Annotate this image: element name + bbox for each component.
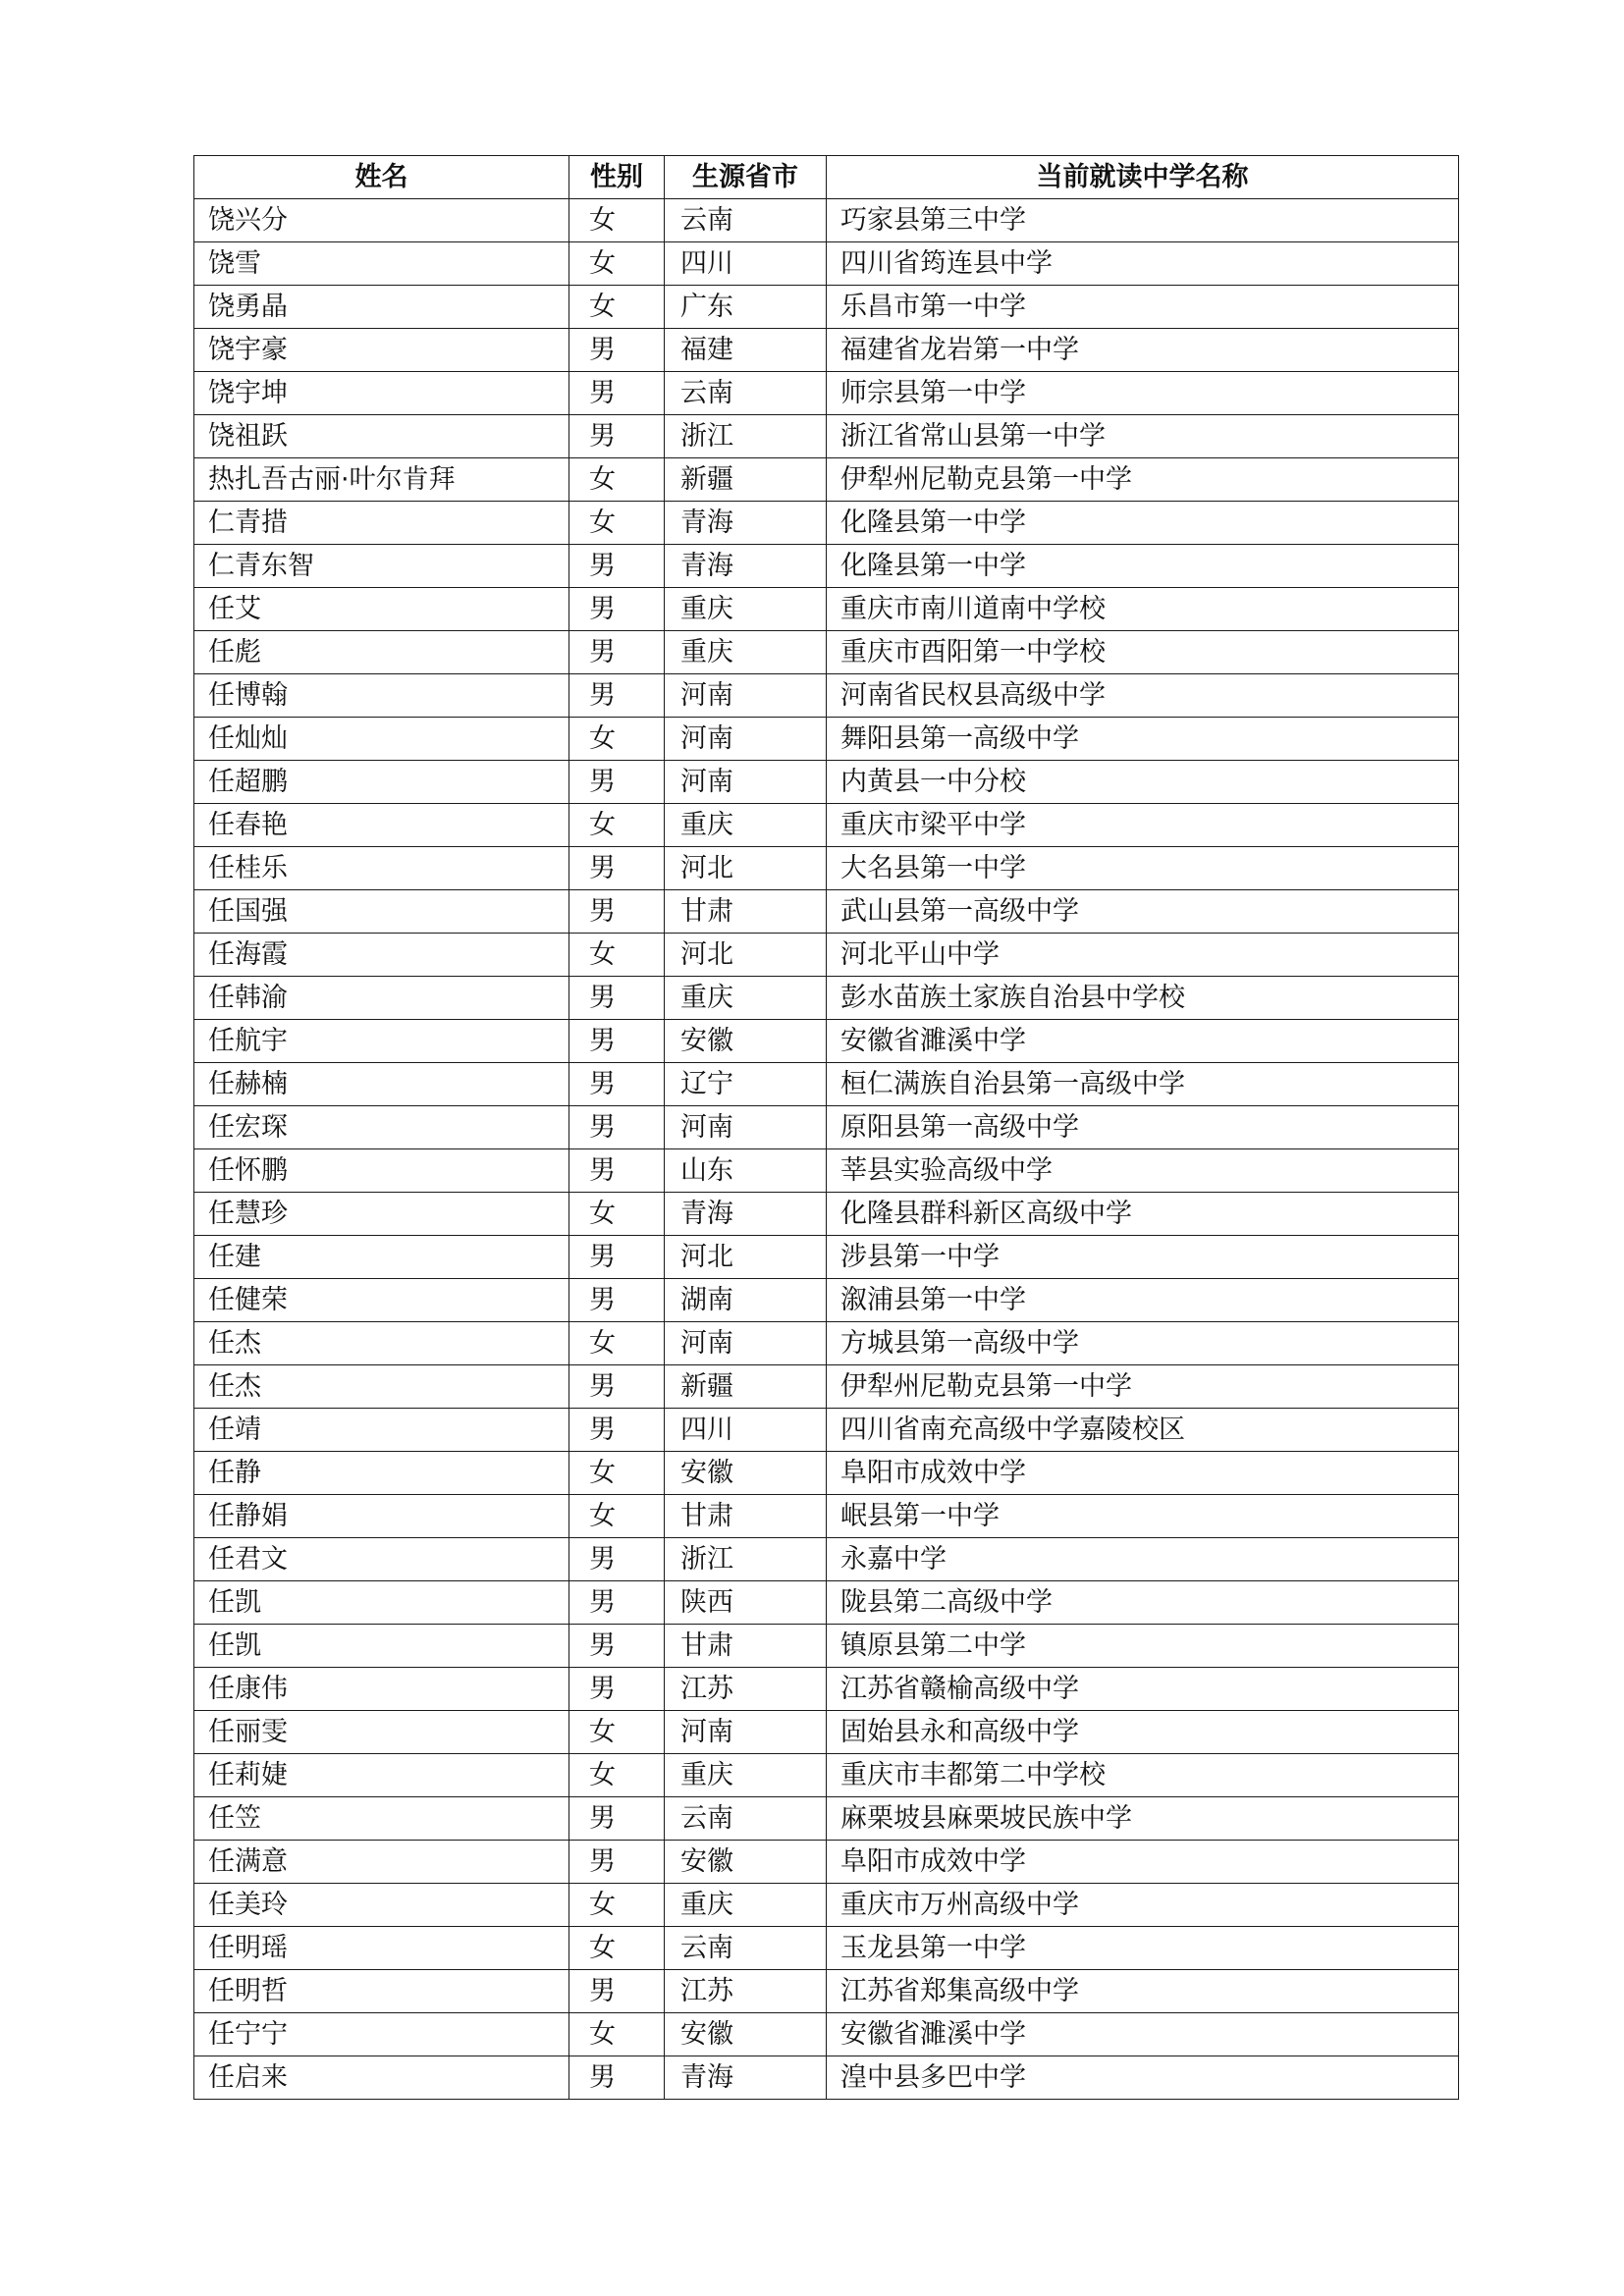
header-school: 当前就读中学名称 bbox=[827, 156, 1459, 199]
cell-gender: 男 bbox=[569, 977, 665, 1020]
cell-name: 热扎吾古丽·叶尔肯拜 bbox=[194, 458, 569, 502]
cell-province: 云南 bbox=[665, 1797, 827, 1841]
cell-gender: 女 bbox=[569, 718, 665, 761]
cell-province: 湖南 bbox=[665, 1279, 827, 1322]
cell-name: 任杰 bbox=[194, 1322, 569, 1365]
table-row bbox=[194, 847, 1459, 890]
cell-school: 安徽省濉溪中学 bbox=[827, 1020, 1459, 1063]
cell-name: 任赫楠 bbox=[194, 1063, 569, 1106]
cell-school: 陇县第二高级中学 bbox=[827, 1581, 1459, 1625]
cell-name: 饶祖跃 bbox=[194, 415, 569, 458]
cell-gender: 男 bbox=[569, 545, 665, 588]
cell-gender: 男 bbox=[569, 1063, 665, 1106]
table-row bbox=[194, 458, 1459, 502]
cell-gender: 男 bbox=[569, 1149, 665, 1193]
cell-school: 阜阳市成效中学 bbox=[827, 1452, 1459, 1495]
table-row bbox=[194, 1495, 1459, 1538]
cell-gender: 女 bbox=[569, 2013, 665, 2056]
cell-name: 任康伟 bbox=[194, 1668, 569, 1711]
cell-school: 河南省民权县高级中学 bbox=[827, 674, 1459, 718]
cell-name: 任慧珍 bbox=[194, 1193, 569, 1236]
cell-gender: 女 bbox=[569, 1452, 665, 1495]
cell-name: 任宏琛 bbox=[194, 1106, 569, 1149]
cell-name: 任韩渝 bbox=[194, 977, 569, 1020]
cell-province: 四川 bbox=[665, 1409, 827, 1452]
cell-province: 江苏 bbox=[665, 1668, 827, 1711]
cell-name: 任静娟 bbox=[194, 1495, 569, 1538]
table-row bbox=[194, 761, 1459, 804]
cell-school: 巧家县第三中学 bbox=[827, 199, 1459, 242]
cell-gender: 男 bbox=[569, 1538, 665, 1581]
table-row bbox=[194, 1409, 1459, 1452]
cell-province: 福建 bbox=[665, 329, 827, 372]
table-row bbox=[194, 1538, 1459, 1581]
cell-school: 武山县第一高级中学 bbox=[827, 890, 1459, 934]
table-row bbox=[194, 2013, 1459, 2056]
table-row bbox=[194, 2056, 1459, 2100]
cell-province: 青海 bbox=[665, 502, 827, 545]
table-row bbox=[194, 1970, 1459, 2013]
cell-name: 任凯 bbox=[194, 1581, 569, 1625]
cell-gender: 男 bbox=[569, 631, 665, 674]
cell-school: 岷县第一中学 bbox=[827, 1495, 1459, 1538]
cell-gender: 女 bbox=[569, 286, 665, 329]
table-row bbox=[194, 934, 1459, 977]
cell-province: 甘肃 bbox=[665, 1625, 827, 1668]
cell-province: 重庆 bbox=[665, 588, 827, 631]
cell-gender: 女 bbox=[569, 242, 665, 286]
cell-province: 安徽 bbox=[665, 1841, 827, 1884]
table-row bbox=[194, 1149, 1459, 1193]
cell-name: 任超鹏 bbox=[194, 761, 569, 804]
cell-name: 任明瑶 bbox=[194, 1927, 569, 1970]
cell-school: 重庆市丰都第二中学校 bbox=[827, 1754, 1459, 1797]
cell-school: 玉龙县第一中学 bbox=[827, 1927, 1459, 1970]
cell-school: 固始县永和高级中学 bbox=[827, 1711, 1459, 1754]
cell-province: 重庆 bbox=[665, 631, 827, 674]
cell-school: 永嘉中学 bbox=[827, 1538, 1459, 1581]
cell-name: 任建 bbox=[194, 1236, 569, 1279]
table-row bbox=[194, 1884, 1459, 1927]
cell-name: 任美玲 bbox=[194, 1884, 569, 1927]
table-row bbox=[194, 1581, 1459, 1625]
cell-school: 四川省筠连县中学 bbox=[827, 242, 1459, 286]
cell-school: 重庆市酉阳第一中学校 bbox=[827, 631, 1459, 674]
cell-gender: 男 bbox=[569, 761, 665, 804]
table-row bbox=[194, 286, 1459, 329]
cell-gender: 男 bbox=[569, 1625, 665, 1668]
cell-province: 青海 bbox=[665, 1193, 827, 1236]
table-row bbox=[194, 631, 1459, 674]
cell-gender: 男 bbox=[569, 1236, 665, 1279]
cell-name: 任灿灿 bbox=[194, 718, 569, 761]
cell-school: 浙江省常山县第一中学 bbox=[827, 415, 1459, 458]
cell-province: 河南 bbox=[665, 1711, 827, 1754]
cell-name: 任杰 bbox=[194, 1365, 569, 1409]
cell-name: 饶宇豪 bbox=[194, 329, 569, 372]
cell-name: 任丽雯 bbox=[194, 1711, 569, 1754]
cell-name: 任国强 bbox=[194, 890, 569, 934]
cell-gender: 男 bbox=[569, 588, 665, 631]
cell-province: 新疆 bbox=[665, 458, 827, 502]
cell-province: 四川 bbox=[665, 242, 827, 286]
table-row bbox=[194, 1668, 1459, 1711]
table-row bbox=[194, 1927, 1459, 1970]
cell-province: 重庆 bbox=[665, 1884, 827, 1927]
cell-province: 重庆 bbox=[665, 977, 827, 1020]
table-row bbox=[194, 1625, 1459, 1668]
header-province: 生源省市 bbox=[665, 156, 827, 199]
cell-name: 饶兴分 bbox=[194, 199, 569, 242]
cell-gender: 女 bbox=[569, 1193, 665, 1236]
cell-gender: 男 bbox=[569, 847, 665, 890]
cell-gender: 女 bbox=[569, 1754, 665, 1797]
table-row bbox=[194, 890, 1459, 934]
cell-school: 江苏省郑集高级中学 bbox=[827, 1970, 1459, 2013]
cell-school: 麻栗坡县麻栗坡民族中学 bbox=[827, 1797, 1459, 1841]
cell-province: 河南 bbox=[665, 761, 827, 804]
table-row bbox=[194, 545, 1459, 588]
cell-gender: 男 bbox=[569, 890, 665, 934]
cell-gender: 女 bbox=[569, 934, 665, 977]
cell-province: 广东 bbox=[665, 286, 827, 329]
cell-name: 任健荣 bbox=[194, 1279, 569, 1322]
table-row bbox=[194, 1063, 1459, 1106]
header-gender: 性别 bbox=[569, 156, 665, 199]
cell-name: 任莉婕 bbox=[194, 1754, 569, 1797]
table-row bbox=[194, 804, 1459, 847]
cell-name: 任满意 bbox=[194, 1841, 569, 1884]
cell-school: 乐昌市第一中学 bbox=[827, 286, 1459, 329]
cell-province: 安徽 bbox=[665, 2013, 827, 2056]
cell-name: 任春艳 bbox=[194, 804, 569, 847]
header-row bbox=[194, 156, 1459, 199]
table-row bbox=[194, 1236, 1459, 1279]
cell-gender: 女 bbox=[569, 1927, 665, 1970]
cell-name: 任航宇 bbox=[194, 1020, 569, 1063]
cell-province: 河南 bbox=[665, 674, 827, 718]
cell-province: 河北 bbox=[665, 847, 827, 890]
cell-school: 伊犁州尼勒克县第一中学 bbox=[827, 1365, 1459, 1409]
cell-province: 辽宁 bbox=[665, 1063, 827, 1106]
cell-gender: 女 bbox=[569, 458, 665, 502]
table-row bbox=[194, 415, 1459, 458]
cell-gender: 女 bbox=[569, 199, 665, 242]
cell-school: 彭水苗族土家族自治县中学校 bbox=[827, 977, 1459, 1020]
cell-school: 重庆市梁平中学 bbox=[827, 804, 1459, 847]
cell-province: 浙江 bbox=[665, 415, 827, 458]
cell-school: 莘县实验高级中学 bbox=[827, 1149, 1459, 1193]
cell-province: 河北 bbox=[665, 934, 827, 977]
cell-province: 江苏 bbox=[665, 1970, 827, 2013]
table-row bbox=[194, 1279, 1459, 1322]
cell-school: 伊犁州尼勒克县第一中学 bbox=[827, 458, 1459, 502]
cell-school: 师宗县第一中学 bbox=[827, 372, 1459, 415]
cell-name: 饶雪 bbox=[194, 242, 569, 286]
cell-school: 河北平山中学 bbox=[827, 934, 1459, 977]
cell-name: 任彪 bbox=[194, 631, 569, 674]
cell-gender: 男 bbox=[569, 1409, 665, 1452]
table-row bbox=[194, 1452, 1459, 1495]
table-row bbox=[194, 502, 1459, 545]
cell-gender: 女 bbox=[569, 1322, 665, 1365]
cell-school: 四川省南充高级中学嘉陵校区 bbox=[827, 1409, 1459, 1452]
cell-name: 饶宇坤 bbox=[194, 372, 569, 415]
cell-name: 任笠 bbox=[194, 1797, 569, 1841]
cell-province: 云南 bbox=[665, 199, 827, 242]
cell-gender: 女 bbox=[569, 1495, 665, 1538]
cell-name: 仁青东智 bbox=[194, 545, 569, 588]
table-row bbox=[194, 1020, 1459, 1063]
cell-name: 任启来 bbox=[194, 2056, 569, 2100]
cell-province: 甘肃 bbox=[665, 1495, 827, 1538]
cell-school: 阜阳市成效中学 bbox=[827, 1841, 1459, 1884]
cell-school: 重庆市南川道南中学校 bbox=[827, 588, 1459, 631]
table-row bbox=[194, 674, 1459, 718]
cell-gender: 男 bbox=[569, 2056, 665, 2100]
table-row bbox=[194, 329, 1459, 372]
cell-gender: 女 bbox=[569, 1884, 665, 1927]
cell-school: 桓仁满族自治县第一高级中学 bbox=[827, 1063, 1459, 1106]
cell-province: 云南 bbox=[665, 1927, 827, 1970]
cell-gender: 男 bbox=[569, 372, 665, 415]
cell-school: 福建省龙岩第一中学 bbox=[827, 329, 1459, 372]
cell-name: 任明哲 bbox=[194, 1970, 569, 2013]
table-row bbox=[194, 372, 1459, 415]
table-row bbox=[194, 199, 1459, 242]
cell-province: 河北 bbox=[665, 1236, 827, 1279]
cell-school: 内黄县一中分校 bbox=[827, 761, 1459, 804]
table-row bbox=[194, 977, 1459, 1020]
cell-school: 化隆县群科新区高级中学 bbox=[827, 1193, 1459, 1236]
cell-province: 安徽 bbox=[665, 1452, 827, 1495]
cell-province: 河南 bbox=[665, 1322, 827, 1365]
cell-province: 重庆 bbox=[665, 1754, 827, 1797]
cell-gender: 男 bbox=[569, 1020, 665, 1063]
table-body bbox=[194, 199, 1459, 2100]
table-row bbox=[194, 1365, 1459, 1409]
cell-name: 任海霞 bbox=[194, 934, 569, 977]
cell-province: 重庆 bbox=[665, 804, 827, 847]
cell-name: 仁青措 bbox=[194, 502, 569, 545]
cell-gender: 男 bbox=[569, 1797, 665, 1841]
cell-school: 重庆市万州高级中学 bbox=[827, 1884, 1459, 1927]
cell-school: 方城县第一高级中学 bbox=[827, 1322, 1459, 1365]
cell-school: 镇原县第二中学 bbox=[827, 1625, 1459, 1668]
cell-province: 甘肃 bbox=[665, 890, 827, 934]
cell-name: 任静 bbox=[194, 1452, 569, 1495]
cell-province: 新疆 bbox=[665, 1365, 827, 1409]
cell-name: 任宁宁 bbox=[194, 2013, 569, 2056]
cell-gender: 男 bbox=[569, 329, 665, 372]
cell-name: 任怀鹏 bbox=[194, 1149, 569, 1193]
cell-school: 舞阳县第一高级中学 bbox=[827, 718, 1459, 761]
cell-gender: 男 bbox=[569, 674, 665, 718]
cell-school: 溆浦县第一中学 bbox=[827, 1279, 1459, 1322]
table-row bbox=[194, 1841, 1459, 1884]
cell-gender: 男 bbox=[569, 1365, 665, 1409]
cell-name: 任艾 bbox=[194, 588, 569, 631]
table-row bbox=[194, 1106, 1459, 1149]
cell-name: 任靖 bbox=[194, 1409, 569, 1452]
table-row bbox=[194, 1797, 1459, 1841]
cell-gender: 女 bbox=[569, 1711, 665, 1754]
header-name: 姓名 bbox=[194, 156, 569, 199]
cell-province: 河南 bbox=[665, 1106, 827, 1149]
table-row bbox=[194, 242, 1459, 286]
cell-gender: 男 bbox=[569, 415, 665, 458]
cell-province: 河南 bbox=[665, 718, 827, 761]
cell-school: 化隆县第一中学 bbox=[827, 502, 1459, 545]
cell-school: 大名县第一中学 bbox=[827, 847, 1459, 890]
cell-name: 任桂乐 bbox=[194, 847, 569, 890]
cell-school: 化隆县第一中学 bbox=[827, 545, 1459, 588]
table-row bbox=[194, 1711, 1459, 1754]
cell-name: 任博翰 bbox=[194, 674, 569, 718]
cell-province: 青海 bbox=[665, 545, 827, 588]
table-row bbox=[194, 718, 1459, 761]
cell-gender: 男 bbox=[569, 1581, 665, 1625]
cell-province: 陕西 bbox=[665, 1581, 827, 1625]
cell-school: 涉县第一中学 bbox=[827, 1236, 1459, 1279]
cell-gender: 男 bbox=[569, 1668, 665, 1711]
cell-name: 任君文 bbox=[194, 1538, 569, 1581]
table-row bbox=[194, 1754, 1459, 1797]
cell-province: 青海 bbox=[665, 2056, 827, 2100]
cell-gender: 女 bbox=[569, 804, 665, 847]
table-row bbox=[194, 1193, 1459, 1236]
cell-name: 任凯 bbox=[194, 1625, 569, 1668]
cell-province: 云南 bbox=[665, 372, 827, 415]
cell-gender: 男 bbox=[569, 1841, 665, 1884]
cell-province: 浙江 bbox=[665, 1538, 827, 1581]
cell-gender: 男 bbox=[569, 1106, 665, 1149]
table-row bbox=[194, 588, 1459, 631]
cell-province: 山东 bbox=[665, 1149, 827, 1193]
cell-school: 安徽省濉溪中学 bbox=[827, 2013, 1459, 2056]
cell-gender: 女 bbox=[569, 502, 665, 545]
cell-name: 饶勇晶 bbox=[194, 286, 569, 329]
cell-school: 原阳县第一高级中学 bbox=[827, 1106, 1459, 1149]
cell-school: 江苏省赣榆高级中学 bbox=[827, 1668, 1459, 1711]
cell-gender: 男 bbox=[569, 1279, 665, 1322]
table-header bbox=[194, 156, 1459, 199]
student-roster-table bbox=[193, 155, 1459, 2100]
cell-school: 湟中县多巴中学 bbox=[827, 2056, 1459, 2100]
table-row bbox=[194, 1322, 1459, 1365]
cell-gender: 男 bbox=[569, 1970, 665, 2013]
cell-province: 安徽 bbox=[665, 1020, 827, 1063]
